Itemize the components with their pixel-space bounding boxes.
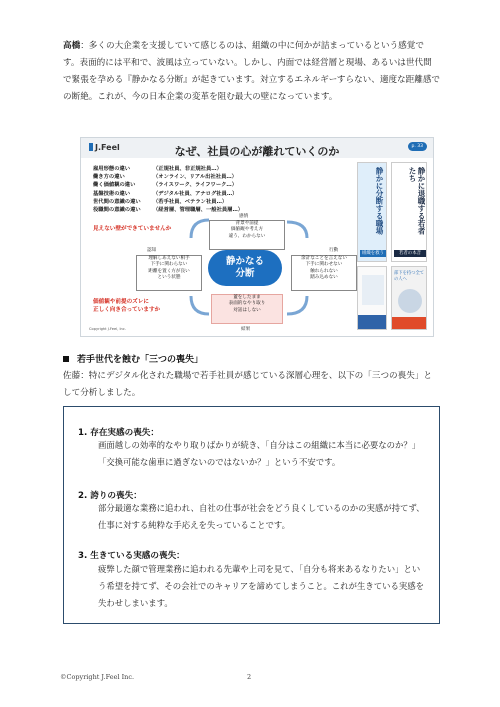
footer-copyright: ©Copyright J.Feel Inc. bbox=[60, 673, 135, 681]
loss-title: 2. 誇りの喪失： bbox=[78, 491, 142, 501]
intro-text: ：多くの大企業を支援していて感じるのは、組織の中に何かが詰まっているという感覚です。表面的には平和で、波風は立っていない。しかし、内面では経営層と現場、あるいは世代間で緊張を孕める『静かなる分断』が起きています。対立するエネルギーすらない、適度な距離感での断絶。これが、今の日本企業の変革を阻む最大の壁になっています。 bbox=[63, 41, 441, 102]
book-cover-small bbox=[391, 266, 427, 330]
slide-brand: J.Feel bbox=[89, 143, 120, 152]
book-illustration bbox=[398, 289, 422, 313]
difference-item: 世代間の意識の違い （若手社員、ベテラン社員…） bbox=[93, 198, 228, 205]
book-band bbox=[358, 315, 387, 329]
square-bullet-icon bbox=[63, 356, 69, 362]
caption-emotion: 感情 bbox=[239, 214, 249, 219]
loss-body: 疲弊した顔で管理業務に追われる先輩や上司を見て、「自分も将来あるなりたい」という希望を持てず、その会社でのキャリアを諦めてしまうこと。これが生きている実感を失わせしまいます。 bbox=[98, 564, 424, 608]
loss-title: 3. 生きている実感の喪失： bbox=[78, 551, 185, 561]
page-number: 2 bbox=[247, 673, 252, 681]
difference-item: 基盤技術の違い （デジタル社員、アナログ社員…） bbox=[93, 190, 238, 197]
loss-body: 部分最適な業務に追われ、自社の仕事が社会をどう良くしているのかの実感が持てず、仕事に対する純粋な手応えを失っていることです。 bbox=[98, 503, 425, 530]
intro-paragraph bbox=[63, 38, 440, 106]
cycle-box-right: 余計なことを言えない 下手に関わせない 触れられない 踏み込めない bbox=[291, 255, 357, 291]
caption-result: 結果 bbox=[241, 327, 251, 332]
loss-title: 1. 存在実感の喪失： bbox=[78, 428, 159, 438]
quiet-division-center: 静かなる 分断 bbox=[208, 250, 282, 286]
book-cover-stack bbox=[357, 266, 387, 330]
book-subtitle: 組織を救う bbox=[360, 250, 386, 257]
book-band bbox=[392, 317, 427, 329]
book-title: 静かに分断する職場 bbox=[375, 167, 384, 235]
book-illustration bbox=[362, 275, 384, 305]
section-heading: 若手世代を蝕む「三つの喪失」 bbox=[63, 352, 203, 365]
difference-item: 役職間の意識の違い （経営層、管理職層、一般社員層…） bbox=[93, 207, 244, 214]
cycle-box-bottom: 蓋をしたまま 表面的なやり取り 対話はしない bbox=[211, 294, 283, 324]
book-cover-quiet-division bbox=[357, 162, 387, 262]
slide-page-badge: p. 33 bbox=[408, 142, 427, 151]
caption-cognition: 認知 bbox=[147, 248, 157, 253]
book-title: 部下を持つ全ての人へ bbox=[394, 271, 425, 282]
book-title: 静かに退職する若者たち bbox=[408, 167, 426, 235]
loss-body: 画面越しの効率的なやり取りばかりが続き、「自分はこの組織に本当に必要なのか？」「交換可能な歯車に過ぎないのではないか？」という不安です。 bbox=[98, 440, 421, 467]
difference-item: 働き方の違い （オンライン、リアル出社社員…） bbox=[93, 174, 237, 181]
difference-item: 雇用形態の違い （正規社員、非正規社員…） bbox=[93, 166, 222, 172]
cycle-box-left: 理解しあえない相手 下手に関わらない 距離を置く方が良い という状態 bbox=[136, 255, 202, 291]
slide-title: なぜ、社員の心が離れていくのか bbox=[174, 145, 340, 158]
difference-item: 働く価値観の違い （ライスワーク、ライフワーク…） bbox=[93, 182, 238, 189]
book-subtitle: 若者の本音 bbox=[394, 250, 426, 257]
speaker-name: 高橋 bbox=[63, 41, 81, 51]
section-paragraph: 佐藤：特にデジタル化された職場で若手社員が感じている深層心理を、以下の「三つの喪失」として分析しました。 bbox=[63, 371, 433, 398]
book-cover-quiet-quitting bbox=[391, 162, 427, 262]
cycle-box-top: 背景や前提 価値観や考え方 違う、わからない bbox=[209, 220, 285, 250]
caption-action: 行動 bbox=[329, 248, 339, 253]
slide-copyright: Copyright J.Feel, Inc. bbox=[89, 327, 126, 331]
invisible-wall-question: 見えない壁ができていませんか bbox=[93, 226, 172, 232]
embedded-slide bbox=[80, 137, 434, 337]
gap-question: 価値観や前提のズレに 正しく向き合っていますか bbox=[93, 299, 161, 313]
